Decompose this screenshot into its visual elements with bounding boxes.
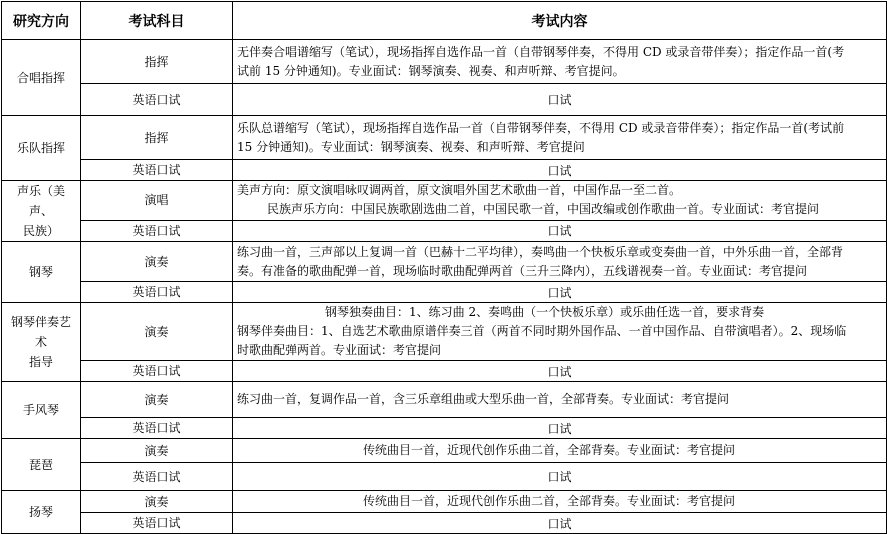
content-cell: 口试 [233, 84, 887, 116]
content-line: 传统曲目一首，近现代创作乐曲二首，全部背奏。专业面试：考官提问 [363, 443, 736, 457]
content-cell: 口试 [233, 418, 887, 439]
table-row [2, 160, 887, 181]
subject-cell: 英语口试 [81, 160, 233, 181]
table-row [2, 361, 887, 382]
header-content: 考试内容 [233, 2, 887, 40]
direction-cell: 琵琶 [2, 439, 81, 491]
subject-cell: 英语口试 [81, 220, 233, 241]
table-row [2, 491, 887, 513]
header-row [2, 2, 887, 40]
content-cell: 口试 [233, 160, 887, 181]
direction-cell: 扬琴 [2, 491, 81, 534]
subject-cell: 英语口试 [81, 361, 233, 382]
table-row [2, 439, 887, 463]
subject-cell: 演奏 [81, 491, 233, 513]
content-cell [233, 491, 887, 513]
content-line: 练习曲一首，复调作品一首，含三乐章组曲或大型乐曲一首，全部背奏。专业面试：考官提问 [237, 392, 730, 406]
subject-cell: 英语口试 [81, 513, 233, 534]
subject-cell: 指挥 [81, 116, 233, 160]
table-row [2, 40, 887, 84]
subject-cell: 演奏 [81, 439, 233, 463]
subject-cell: 英语口试 [81, 463, 233, 491]
content-line: 乐队总谱缩写（笔试），现场指挥自选作品一首（自带钢琴伴奏，不得用 CD 或录音带伴奏）；指定作品一首(考试前 [237, 120, 845, 135]
content-cell: 口试 [233, 361, 887, 382]
table-row [2, 84, 887, 116]
table-row [2, 418, 887, 439]
direction-cell [2, 303, 81, 382]
subject-cell: 演唱 [81, 181, 233, 221]
direction-cell: 手风琴 [2, 382, 81, 439]
content-cell: 口试 [233, 463, 887, 491]
content-cell [233, 439, 887, 463]
direction-line: 声乐（美声、 [16, 184, 65, 218]
direction-cell: 合唱指挥 [2, 40, 81, 116]
content-line: 时歌曲配弹两首。专业面试：考官提问 [237, 343, 442, 357]
content-cell [233, 40, 887, 84]
content-line: 钢琴伴奏曲目：1、自选艺术歌曲原谱伴奏三首（两首不同时期外国作品、一首中国作品、自带演唱者）。2、现场临 [237, 324, 847, 338]
direction-line: 民族） [22, 224, 59, 238]
subject-cell: 英语口试 [81, 418, 233, 439]
content-cell [233, 116, 887, 160]
subject-cell: 英语口试 [81, 282, 233, 303]
table-row [2, 181, 887, 221]
subject-cell: 演奏 [81, 242, 233, 282]
content-cell [233, 181, 887, 221]
content-line: 15 分钟通知)。专业面试：钢琴演奏、视奏、和声听辩、考官提问 [237, 139, 585, 154]
content-cell: 口试 [233, 282, 887, 303]
content-line: 无伴奏合唱谱缩写（笔试），现场指挥自选作品一首（自带钢琴伴奏，不得用 CD 或录音带伴奏）；指定作品一首(考 [237, 44, 845, 59]
content-cell [233, 382, 887, 418]
table-row [2, 513, 887, 534]
subject-cell: 演奏 [81, 382, 233, 418]
table-row [2, 303, 887, 361]
subject-cell: 演奏 [81, 303, 233, 361]
table-row [2, 116, 887, 160]
table-row [2, 242, 887, 282]
exam-table [1, 1, 887, 534]
direction-line: 钢琴伴奏艺术 [10, 315, 71, 349]
direction-cell [2, 181, 81, 242]
header-direction: 研究方向 [2, 2, 81, 40]
direction-cell: 钢琴 [2, 242, 81, 303]
subject-cell: 英语口试 [81, 84, 233, 116]
content-line: 美声方向：原文演唱咏叹调两首，原文演唱外国艺术歌曲一首，中国作品一至二首。 [237, 183, 682, 198]
table-row [2, 382, 887, 418]
content-line: 试前 15 分钟通知)。专业面试：钢琴演奏、视奏、和声听辩、考官提问。 [237, 63, 625, 78]
header-subject: 考试科目 [81, 2, 233, 40]
direction-line: 指导 [28, 355, 53, 369]
table-row [2, 463, 887, 491]
subject-cell: 指挥 [81, 40, 233, 84]
table-row [2, 282, 887, 303]
content-line: 钢琴独奏曲目：1、练习曲 2、奏鸣曲（一个快板乐章）或乐曲任选一首，要求背奏 [325, 305, 765, 319]
content-line: 奏。有准备的歌曲配弹一首，现场临时歌曲配弹两首（三升三降内），五线谱视奏一首。专业面试：考官提问 [237, 263, 808, 278]
content-line: 民族声乐方向：中国民族歌剧选曲二首，中国民歌一首，中国改编或创作歌曲一首。专业面试：考官提问 [267, 202, 820, 217]
content-cell [233, 242, 887, 282]
direction-cell: 乐队指挥 [2, 116, 81, 181]
content-line: 传统曲目一首，近现代创作乐曲二首，全部背奏。专业面试：考官提问 [363, 494, 736, 508]
content-cell: 口试 [233, 220, 887, 241]
content-cell [233, 303, 887, 361]
table-row [2, 220, 887, 241]
content-cell: 口试 [233, 513, 887, 534]
content-line: 练习曲一首，三声部以上复调一首（巴赫十二平均律），奏鸣曲一个快板乐章或变奏曲一首，中外乐曲一首，全部背 [237, 244, 844, 259]
